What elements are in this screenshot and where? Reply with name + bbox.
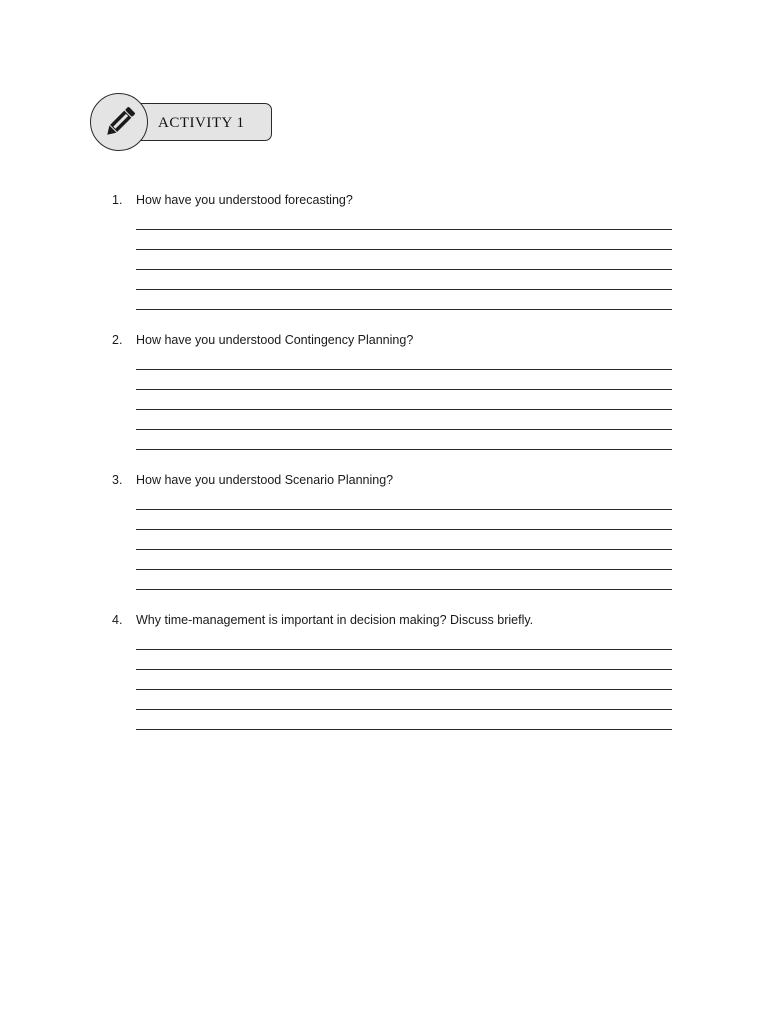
- question-item: [112, 190, 672, 330]
- question-number: 3.: [112, 473, 123, 487]
- question-text: Why time-management is important in decision making? Discuss briefly.: [136, 613, 534, 627]
- answer-line[interactable]: [136, 216, 672, 230]
- question-text: How have you understood forecasting?: [136, 193, 353, 207]
- answer-line[interactable]: [136, 430, 672, 450]
- answer-line[interactable]: [136, 496, 672, 510]
- answer-line[interactable]: [136, 636, 672, 650]
- answer-lines[interactable]: [136, 636, 672, 730]
- activity-title: ACTIVITY 1: [158, 115, 245, 131]
- answer-line[interactable]: [136, 390, 672, 410]
- answer-line[interactable]: [136, 690, 672, 710]
- activity-badge-circle: [90, 93, 148, 151]
- question-item: [112, 330, 672, 470]
- question-number: 1.: [112, 193, 123, 207]
- answer-lines[interactable]: [136, 356, 672, 450]
- answer-line[interactable]: [136, 710, 672, 730]
- answer-line[interactable]: [136, 250, 672, 270]
- question-text: How have you understood Contingency Planning?: [136, 333, 414, 347]
- answer-lines[interactable]: [136, 496, 672, 590]
- answer-line[interactable]: [136, 290, 672, 310]
- activity-badge: [90, 93, 274, 151]
- answer-line[interactable]: [136, 670, 672, 690]
- answer-line[interactable]: [136, 650, 672, 670]
- question-list: [112, 190, 672, 750]
- answer-line[interactable]: [136, 570, 672, 590]
- answer-line[interactable]: [136, 550, 672, 570]
- answer-line[interactable]: [136, 370, 672, 390]
- question-item: [112, 610, 672, 750]
- question-number: 4.: [112, 613, 123, 627]
- question-number: 2.: [112, 333, 123, 347]
- question-item: [112, 470, 672, 610]
- answer-line[interactable]: [136, 230, 672, 250]
- answer-line[interactable]: [136, 356, 672, 370]
- answer-line[interactable]: [136, 410, 672, 430]
- question-text: How have you understood Scenario Planning?: [136, 473, 394, 487]
- answer-line[interactable]: [136, 510, 672, 530]
- pencil-icon: [101, 103, 139, 141]
- answer-lines[interactable]: [136, 216, 672, 310]
- answer-line[interactable]: [136, 530, 672, 550]
- answer-line[interactable]: [136, 270, 672, 290]
